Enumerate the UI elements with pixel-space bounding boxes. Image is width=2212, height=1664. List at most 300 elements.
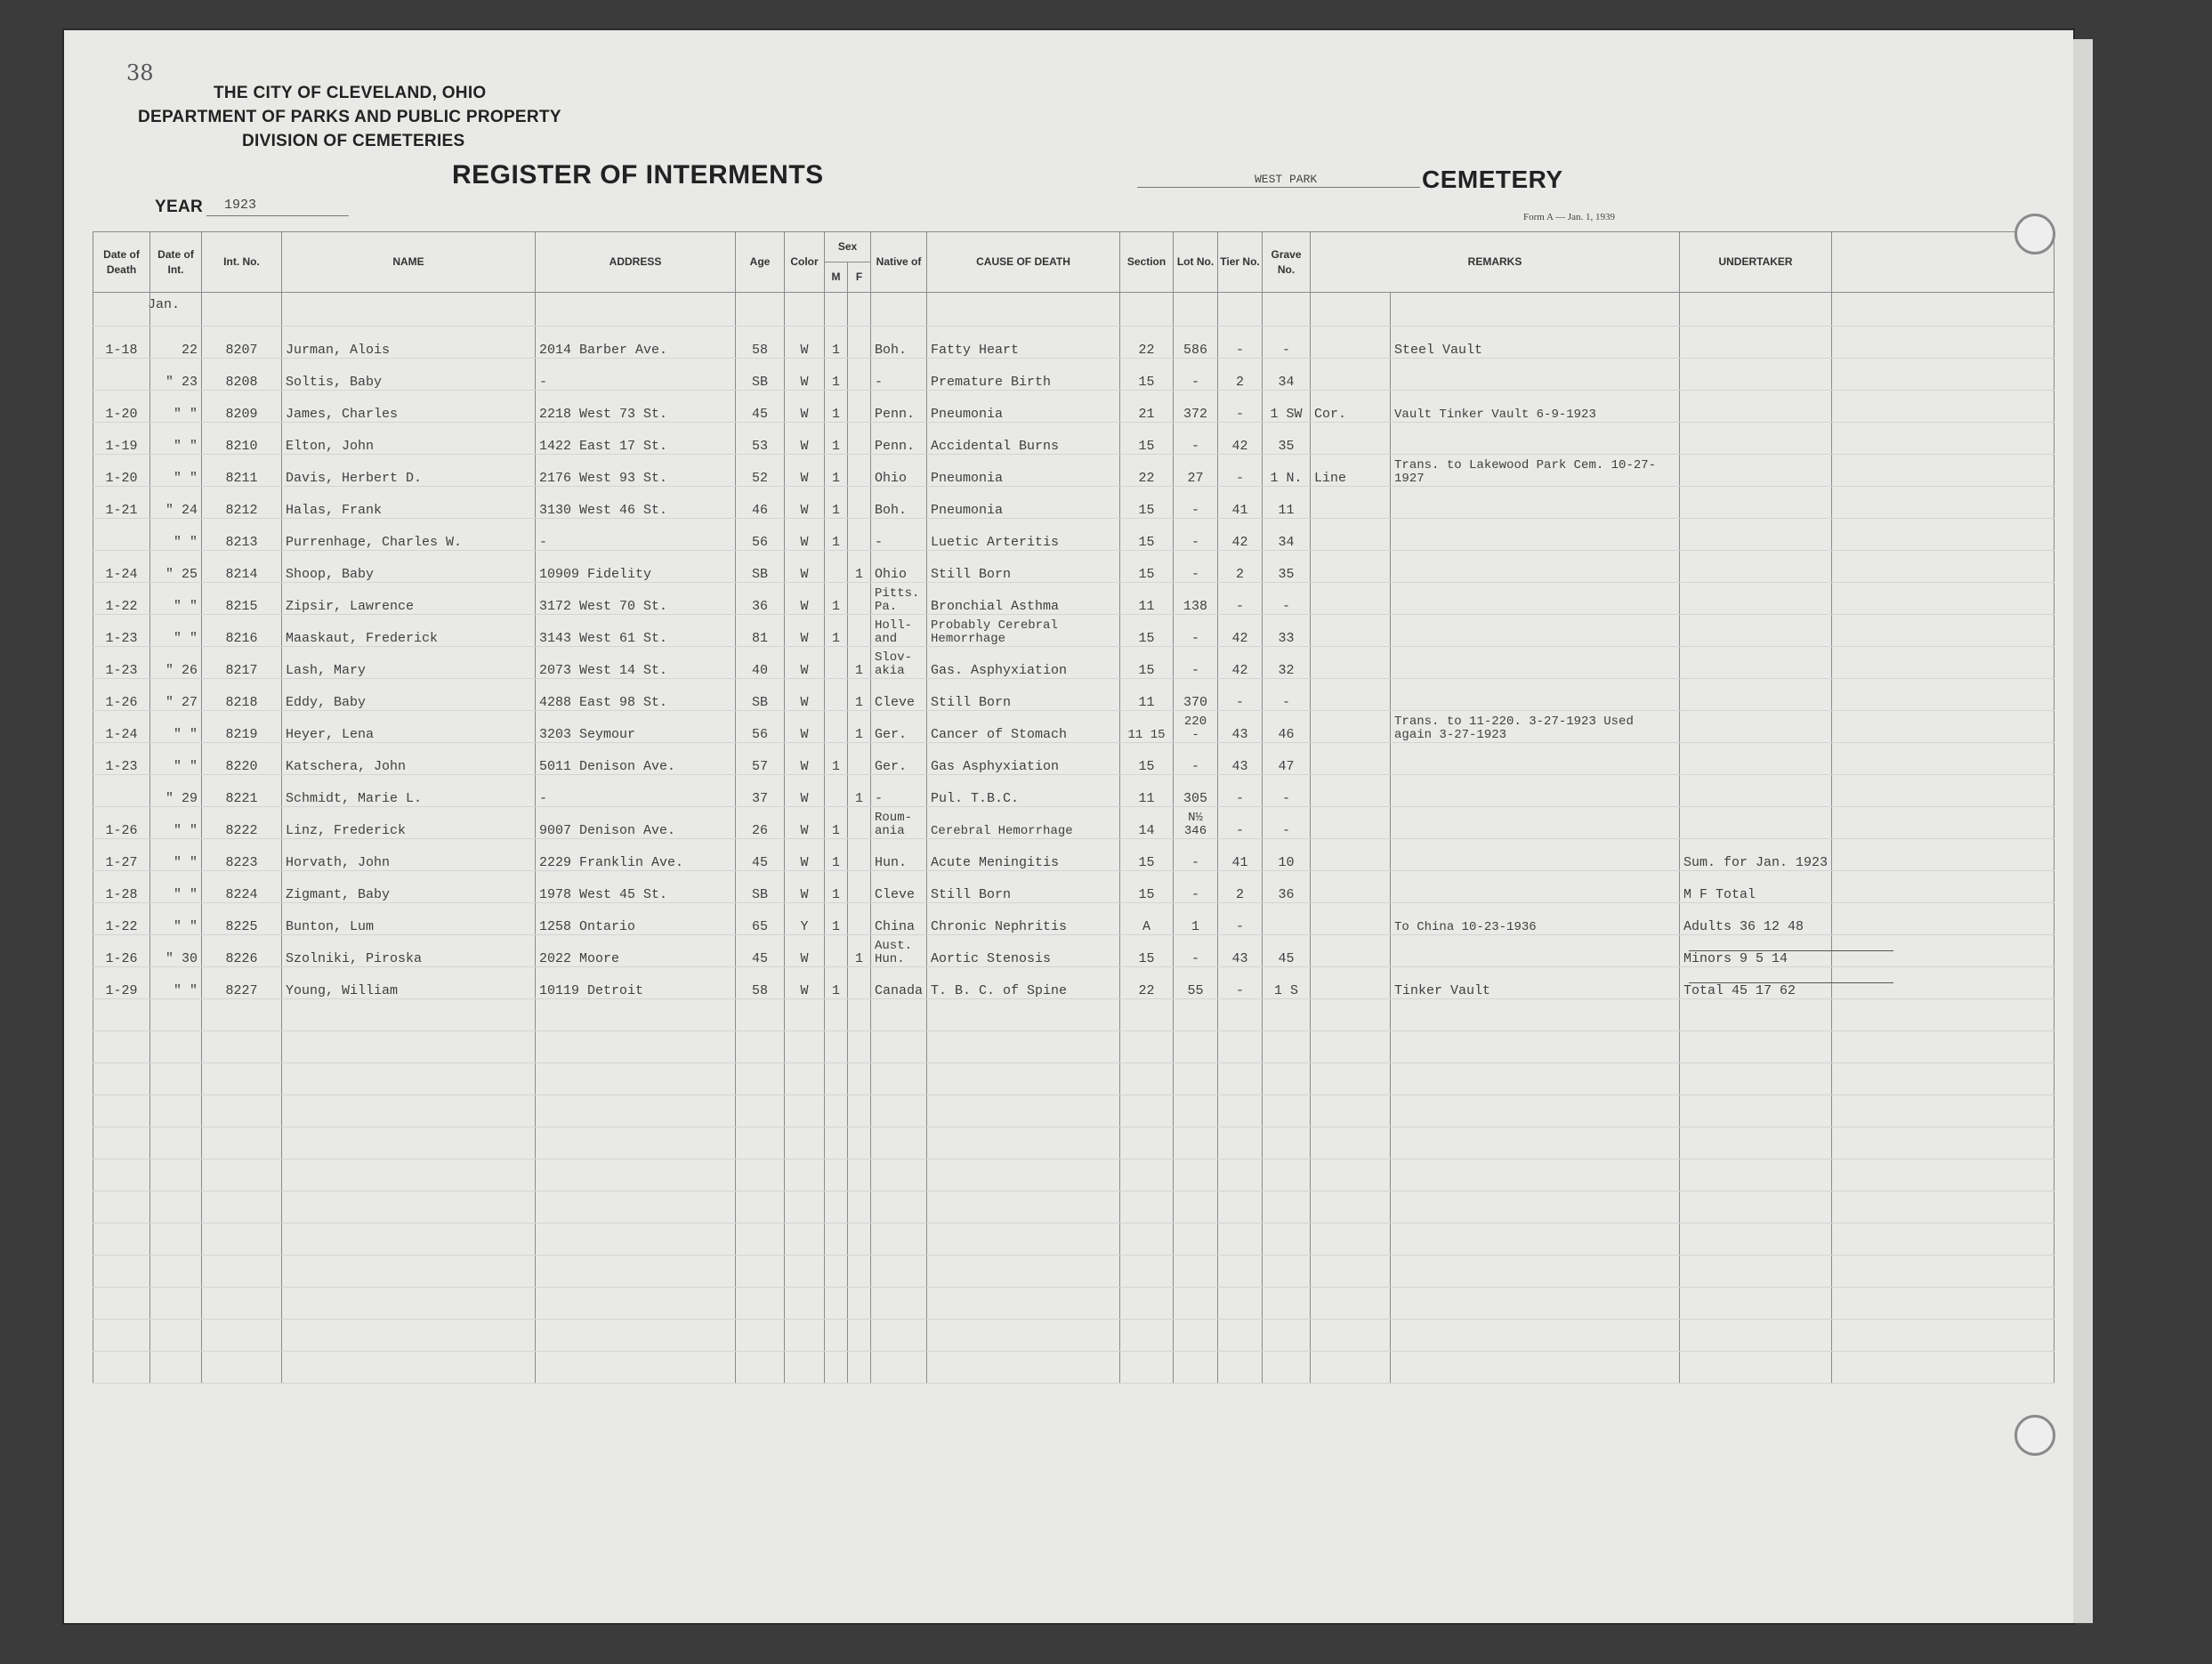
cell-color: W	[785, 775, 825, 807]
table-row	[93, 423, 2055, 455]
page-edge	[2073, 39, 2093, 1623]
cell-lot-no: -	[1174, 519, 1218, 551]
cell-remarks-a	[1311, 711, 1391, 743]
cell-tier-no: -	[1218, 903, 1263, 935]
cell-undertaker	[1680, 775, 1832, 807]
cell-native-of: Slov- akia	[871, 647, 927, 679]
cell-color: W	[785, 487, 825, 519]
cell-sex-m	[825, 679, 848, 711]
register-sheet	[64, 30, 2073, 1623]
cell-native-of: Penn.	[871, 391, 927, 423]
cell-age: 58	[736, 327, 785, 359]
header-division: DIVISION OF CEMETERIES	[242, 132, 465, 150]
cell-native-of: Canada	[871, 967, 927, 999]
cell-tier-no: -	[1218, 583, 1263, 615]
cell-sex-f	[848, 519, 871, 551]
cell-name: Elton, John	[282, 423, 536, 455]
cell-undertaker: Sum. for Jan. 1923	[1680, 839, 1832, 871]
cell-blank	[1832, 839, 2055, 871]
cell-remarks-b	[1391, 583, 1680, 615]
cell-address: 3172 West 70 St.	[536, 583, 736, 615]
cell-remarks-a	[1311, 551, 1391, 583]
cell-grave-no: -	[1263, 807, 1311, 839]
cell-section: 15	[1120, 359, 1174, 391]
cell-remarks-b	[1391, 935, 1680, 967]
cell-address: 3203 Seymour	[536, 711, 736, 743]
cell-date-of-death: 1-23	[93, 615, 150, 647]
cell-remarks-b: Tinker Vault	[1391, 967, 1680, 999]
cell-grave-no	[1263, 903, 1311, 935]
cell-remarks-a	[1311, 807, 1391, 839]
cell-color: W	[785, 615, 825, 647]
cell-remarks-b	[1391, 615, 1680, 647]
cell-int-no: 8210	[202, 423, 282, 455]
cell-address: 2022 Moore	[536, 935, 736, 967]
cell-native-of: Boh.	[871, 487, 927, 519]
cell-sex-m	[825, 647, 848, 679]
cell-color: W	[785, 423, 825, 455]
cell-int-no: 8213	[202, 519, 282, 551]
cell-grave-no: -	[1263, 583, 1311, 615]
cell-date-of-int: " 25	[150, 551, 202, 583]
cell-date-of-int: 22	[150, 327, 202, 359]
cell-address: 2014 Barber Ave.	[536, 327, 736, 359]
cell-sex-m: 1	[825, 967, 848, 999]
cell-date-of-death: 1-22	[93, 903, 150, 935]
cell-lot-no: -	[1174, 615, 1218, 647]
cell-grave-no: 34	[1263, 519, 1311, 551]
cell-int-no: 8217	[202, 647, 282, 679]
cell-date-of-death: 1-18	[93, 327, 150, 359]
cell-age: 56	[736, 711, 785, 743]
table-row	[93, 455, 2055, 487]
cell-remarks-b: Trans. to Lakewood Park Cem. 10-27-1927	[1391, 455, 1680, 487]
table-row	[93, 615, 2055, 647]
cell-cause-of-death: Chronic Nephritis	[927, 903, 1120, 935]
cell-remarks-a	[1311, 423, 1391, 455]
cell-age: 65	[736, 903, 785, 935]
cell-tier-no: -	[1218, 455, 1263, 487]
cell-date-of-int: " "	[150, 455, 202, 487]
cell-remarks-a	[1311, 967, 1391, 999]
cell-native-of: Pitts. Pa.	[871, 583, 927, 615]
cell-address: 3130 West 46 St.	[536, 487, 736, 519]
cell-section: 15	[1120, 487, 1174, 519]
cell-remarks-b: Vault Tinker Vault 6-9-1923	[1391, 391, 1680, 423]
table-row	[93, 903, 2055, 935]
table-row	[93, 679, 2055, 711]
cell-lot-no: N½ 346	[1174, 807, 1218, 839]
cell-native-of: Ohio	[871, 455, 927, 487]
cell-native-of: Boh.	[871, 327, 927, 359]
cell-color: W	[785, 327, 825, 359]
year-label: YEAR	[155, 198, 203, 216]
cell-cause-of-death: Gas. Asphyxiation	[927, 647, 1120, 679]
cell-int-no: 8207	[202, 327, 282, 359]
cell-native-of: Aust. Hun.	[871, 935, 927, 967]
cell-section: 15	[1120, 839, 1174, 871]
table-row	[93, 391, 2055, 423]
cell-blank	[1832, 871, 2055, 903]
cell-lot-no: 27	[1174, 455, 1218, 487]
cell-name: Zipsir, Lawrence	[282, 583, 536, 615]
cell-cause-of-death: Pneumonia	[927, 391, 1120, 423]
cell-date-of-int: " "	[150, 743, 202, 775]
blank-row	[93, 1320, 2055, 1352]
cell-undertaker	[1680, 807, 1832, 839]
cell-date-of-death: 1-22	[93, 583, 150, 615]
cell-age: SB	[736, 871, 785, 903]
cell-grave-no: 11	[1263, 487, 1311, 519]
cell-date-of-int: " "	[150, 839, 202, 871]
cell-remarks-b	[1391, 359, 1680, 391]
cell-grave-no: 45	[1263, 935, 1311, 967]
cell-age: 58	[736, 967, 785, 999]
cell-cause-of-death: Gas Asphyxiation	[927, 743, 1120, 775]
table-row	[93, 647, 2055, 679]
cell-remarks-a: Line	[1311, 455, 1391, 487]
cell-remarks-a	[1311, 871, 1391, 903]
cell-address: 1258 Ontario	[536, 903, 736, 935]
cell-sex-m	[825, 935, 848, 967]
blank-row	[93, 999, 2055, 1031]
table-row	[93, 711, 2055, 743]
cell-date-of-death: 1-20	[93, 391, 150, 423]
cell-color: W	[785, 455, 825, 487]
cell-lot-no: -	[1174, 647, 1218, 679]
table-row	[93, 519, 2055, 551]
cell-color: W	[785, 967, 825, 999]
table-row	[93, 551, 2055, 583]
blank-row	[93, 1224, 2055, 1256]
form-note: Form A — Jan. 1, 1939	[1523, 212, 1615, 222]
cell-undertaker	[1680, 487, 1832, 519]
cell-date-of-death: 1-26	[93, 679, 150, 711]
cell-remarks-b	[1391, 775, 1680, 807]
cell-date-of-death: 1-24	[93, 551, 150, 583]
page-title: REGISTER OF INTERMENTS	[452, 160, 824, 190]
binder-hole-bottom	[2014, 1415, 2055, 1456]
cell-sex-m: 1	[825, 391, 848, 423]
month-label: Jan.	[148, 297, 181, 312]
cell-date-of-death: 1-19	[93, 423, 150, 455]
cell-section: A	[1120, 903, 1174, 935]
cell-section: 15	[1120, 743, 1174, 775]
cell-color: W	[785, 583, 825, 615]
cell-address: -	[536, 359, 736, 391]
cell-grave-no: 46	[1263, 711, 1311, 743]
cell-sex-m: 1	[825, 487, 848, 519]
cell-name: Horvath, John	[282, 839, 536, 871]
cell-remarks-a: Cor.	[1311, 391, 1391, 423]
col-grave-no: Grave No.	[1263, 232, 1311, 293]
cell-lot-no: -	[1174, 359, 1218, 391]
cell-color: Y	[785, 903, 825, 935]
cell-cause-of-death: Acute Meningitis	[927, 839, 1120, 871]
cell-remarks-a	[1311, 935, 1391, 967]
cell-blank	[1832, 391, 2055, 423]
cell-undertaker	[1680, 391, 1832, 423]
cell-sex-m: 1	[825, 871, 848, 903]
cell-native-of: -	[871, 775, 927, 807]
cell-address: -	[536, 519, 736, 551]
col-section: Section	[1120, 232, 1174, 293]
cell-age: 46	[736, 487, 785, 519]
cell-sex-f: 1	[848, 679, 871, 711]
cell-date-of-death: 1-26	[93, 807, 150, 839]
cell-section: 21	[1120, 391, 1174, 423]
cell-blank	[1832, 359, 2055, 391]
cell-remarks-b	[1391, 519, 1680, 551]
cell-date-of-int: " "	[150, 967, 202, 999]
cell-blank	[1832, 775, 2055, 807]
table-row	[93, 743, 2055, 775]
cell-int-no: 8221	[202, 775, 282, 807]
cell-address: 4288 East 98 St.	[536, 679, 736, 711]
cell-tier-no: 2	[1218, 359, 1263, 391]
cell-sex-f	[848, 871, 871, 903]
cell-color: W	[785, 647, 825, 679]
cell-grave-no: 36	[1263, 871, 1311, 903]
cell-grave-no: -	[1263, 775, 1311, 807]
cell-sex-f	[848, 391, 871, 423]
cell-name: Maaskaut, Frederick	[282, 615, 536, 647]
cell-cause-of-death: Still Born	[927, 871, 1120, 903]
cell-remarks-b	[1391, 487, 1680, 519]
cell-remarks-a	[1311, 743, 1391, 775]
cell-section: 11	[1120, 679, 1174, 711]
col-sex: Sex	[825, 232, 871, 263]
cell-date-of-death: 1-27	[93, 839, 150, 871]
cell-tier-no: 42	[1218, 519, 1263, 551]
cell-date-of-death: 1-23	[93, 743, 150, 775]
cell-address: 2073 West 14 St.	[536, 647, 736, 679]
summary-underline	[1689, 982, 1893, 983]
cell-date-of-int: " "	[150, 871, 202, 903]
cell-address: 1978 West 45 St.	[536, 871, 736, 903]
header-department: DEPARTMENT OF PARKS AND PUBLIC PROPERTY	[138, 108, 561, 126]
cell-undertaker	[1680, 583, 1832, 615]
col-date-of-int: Date of Int.	[150, 232, 202, 293]
cell-native-of: Penn.	[871, 423, 927, 455]
cell-section: 15	[1120, 935, 1174, 967]
cell-lot-no: 305	[1174, 775, 1218, 807]
cell-sex-m: 1	[825, 903, 848, 935]
cell-color: W	[785, 839, 825, 871]
cell-native-of: China	[871, 903, 927, 935]
table-row	[93, 807, 2055, 839]
cell-date-of-int: " 30	[150, 935, 202, 967]
table-row	[93, 327, 2055, 359]
cell-int-no: 8220	[202, 743, 282, 775]
cell-cause-of-death: Aortic Stenosis	[927, 935, 1120, 967]
cell-lot-no: 1	[1174, 903, 1218, 935]
cell-age: 53	[736, 423, 785, 455]
cell-date-of-death: 1-26	[93, 935, 150, 967]
table-row	[93, 775, 2055, 807]
cell-section: 22	[1120, 967, 1174, 999]
cell-sex-f	[848, 583, 871, 615]
interments-table	[93, 231, 2055, 1384]
cell-lot-no: 372	[1174, 391, 1218, 423]
cell-tier-no: 43	[1218, 711, 1263, 743]
cell-sex-m	[825, 711, 848, 743]
year-underline	[206, 215, 349, 216]
cell-sex-m: 1	[825, 807, 848, 839]
cell-int-no: 8215	[202, 583, 282, 615]
cell-age: 45	[736, 839, 785, 871]
cell-lot-no: 55	[1174, 967, 1218, 999]
col-tier-no: Tier No.	[1218, 232, 1263, 293]
cell-section: 15	[1120, 551, 1174, 583]
cell-age: 81	[736, 615, 785, 647]
cell-date-of-death: 1-23	[93, 647, 150, 679]
cell-tier-no: 41	[1218, 487, 1263, 519]
cell-date-of-int: " "	[150, 711, 202, 743]
cell-cause-of-death: Fatty Heart	[927, 327, 1120, 359]
cell-tier-no: -	[1218, 807, 1263, 839]
cell-undertaker	[1680, 615, 1832, 647]
cell-remarks-a	[1311, 679, 1391, 711]
table-row	[93, 839, 2055, 871]
cell-grave-no: 1 SW	[1263, 391, 1311, 423]
cell-sex-m: 1	[825, 583, 848, 615]
cell-lot-no: -	[1174, 935, 1218, 967]
cell-color: W	[785, 807, 825, 839]
cell-undertaker: Minors 9 5 14	[1680, 935, 1832, 967]
cell-blank	[1832, 487, 2055, 519]
cell-native-of: Roum- ania	[871, 807, 927, 839]
cell-tier-no: -	[1218, 967, 1263, 999]
cell-grave-no: 35	[1263, 551, 1311, 583]
cell-lot-no: 220 -	[1174, 711, 1218, 743]
cell-int-no: 8226	[202, 935, 282, 967]
cell-section: 15	[1120, 519, 1174, 551]
cell-date-of-death: 1-29	[93, 967, 150, 999]
cell-date-of-int: " 27	[150, 679, 202, 711]
cell-int-no: 8218	[202, 679, 282, 711]
blank-row	[93, 1256, 2055, 1288]
cell-sex-f: 1	[848, 647, 871, 679]
cell-sex-m: 1	[825, 327, 848, 359]
col-native-of: Native of	[871, 232, 927, 293]
cell-undertaker	[1680, 519, 1832, 551]
cell-int-no: 8225	[202, 903, 282, 935]
cell-remarks-b: Trans. to 11-220. 3-27-1923 Used again 3-27-1923	[1391, 711, 1680, 743]
cell-grave-no: 35	[1263, 423, 1311, 455]
blank-row	[93, 1191, 2055, 1224]
cell-color: W	[785, 935, 825, 967]
cell-date-of-int: " 24	[150, 487, 202, 519]
cell-int-no: 8208	[202, 359, 282, 391]
cell-sex-f: 1	[848, 711, 871, 743]
cell-remarks-a	[1311, 487, 1391, 519]
cell-address: 2218 West 73 St.	[536, 391, 736, 423]
cell-date-of-int: " "	[150, 391, 202, 423]
cell-native-of: Cleve	[871, 871, 927, 903]
cell-cause-of-death: Pneumonia	[927, 487, 1120, 519]
cell-remarks-a	[1311, 583, 1391, 615]
cell-int-no: 8211	[202, 455, 282, 487]
cell-lot-no: -	[1174, 871, 1218, 903]
cell-tier-no: 41	[1218, 839, 1263, 871]
cell-name: Jurman, Alois	[282, 327, 536, 359]
cell-name: Davis, Herbert D.	[282, 455, 536, 487]
cell-int-no: 8214	[202, 551, 282, 583]
cell-int-no: 8222	[202, 807, 282, 839]
cell-name: Linz, Frederick	[282, 807, 536, 839]
cell-remarks-b: Steel Vault	[1391, 327, 1680, 359]
cell-undertaker	[1680, 743, 1832, 775]
cell-grave-no: 33	[1263, 615, 1311, 647]
cell-cause-of-death: Still Born	[927, 679, 1120, 711]
cell-remarks-b	[1391, 839, 1680, 871]
cell-remarks-b	[1391, 679, 1680, 711]
cell-sex-m: 1	[825, 743, 848, 775]
cell-int-no: 8212	[202, 487, 282, 519]
cell-sex-f	[848, 359, 871, 391]
cell-name: Szolniki, Piroska	[282, 935, 536, 967]
cell-remarks-b	[1391, 551, 1680, 583]
cell-sex-m: 1	[825, 359, 848, 391]
cell-color: W	[785, 871, 825, 903]
cell-blank	[1832, 679, 2055, 711]
cell-date-of-int: " "	[150, 519, 202, 551]
cell-address: 2229 Franklin Ave.	[536, 839, 736, 871]
cell-address: 10119 Detroit	[536, 967, 736, 999]
cell-native-of: Hun.	[871, 839, 927, 871]
cell-grave-no: 47	[1263, 743, 1311, 775]
cell-int-no: 8209	[202, 391, 282, 423]
cell-blank	[1832, 583, 2055, 615]
cell-blank	[1832, 615, 2055, 647]
cell-remarks-a	[1311, 647, 1391, 679]
cell-date-of-death: 1-24	[93, 711, 150, 743]
cell-cause-of-death: Premature Birth	[927, 359, 1120, 391]
cell-date-of-int: " 29	[150, 775, 202, 807]
cell-sex-f	[848, 743, 871, 775]
cell-sex-m	[825, 551, 848, 583]
cell-blank	[1832, 903, 2055, 935]
cell-address: 1422 East 17 St.	[536, 423, 736, 455]
col-lot-no: Lot No.	[1174, 232, 1218, 293]
cell-sex-f	[848, 455, 871, 487]
cell-section: 11	[1120, 583, 1174, 615]
cell-remarks-b	[1391, 423, 1680, 455]
cell-tier-no: 2	[1218, 871, 1263, 903]
cell-sex-f: 1	[848, 935, 871, 967]
blank-row	[93, 1352, 2055, 1384]
cell-address: 5011 Denison Ave.	[536, 743, 736, 775]
cell-date-of-int: " "	[150, 615, 202, 647]
cell-remarks-a	[1311, 839, 1391, 871]
cell-native-of: Ger.	[871, 743, 927, 775]
cell-blank	[1832, 519, 2055, 551]
col-age: Age	[736, 232, 785, 293]
table-row	[93, 487, 2055, 519]
cell-sex-f	[848, 903, 871, 935]
header-city: THE CITY OF CLEVELAND, OHIO	[214, 84, 487, 102]
cell-age: 37	[736, 775, 785, 807]
cell-sex-m: 1	[825, 839, 848, 871]
cell-section: 22	[1120, 455, 1174, 487]
cell-sex-f	[848, 615, 871, 647]
table-row	[93, 583, 2055, 615]
cell-blank	[1832, 743, 2055, 775]
cell-grave-no: 32	[1263, 647, 1311, 679]
cell-date-of-int: " 26	[150, 647, 202, 679]
cell-age: 26	[736, 807, 785, 839]
